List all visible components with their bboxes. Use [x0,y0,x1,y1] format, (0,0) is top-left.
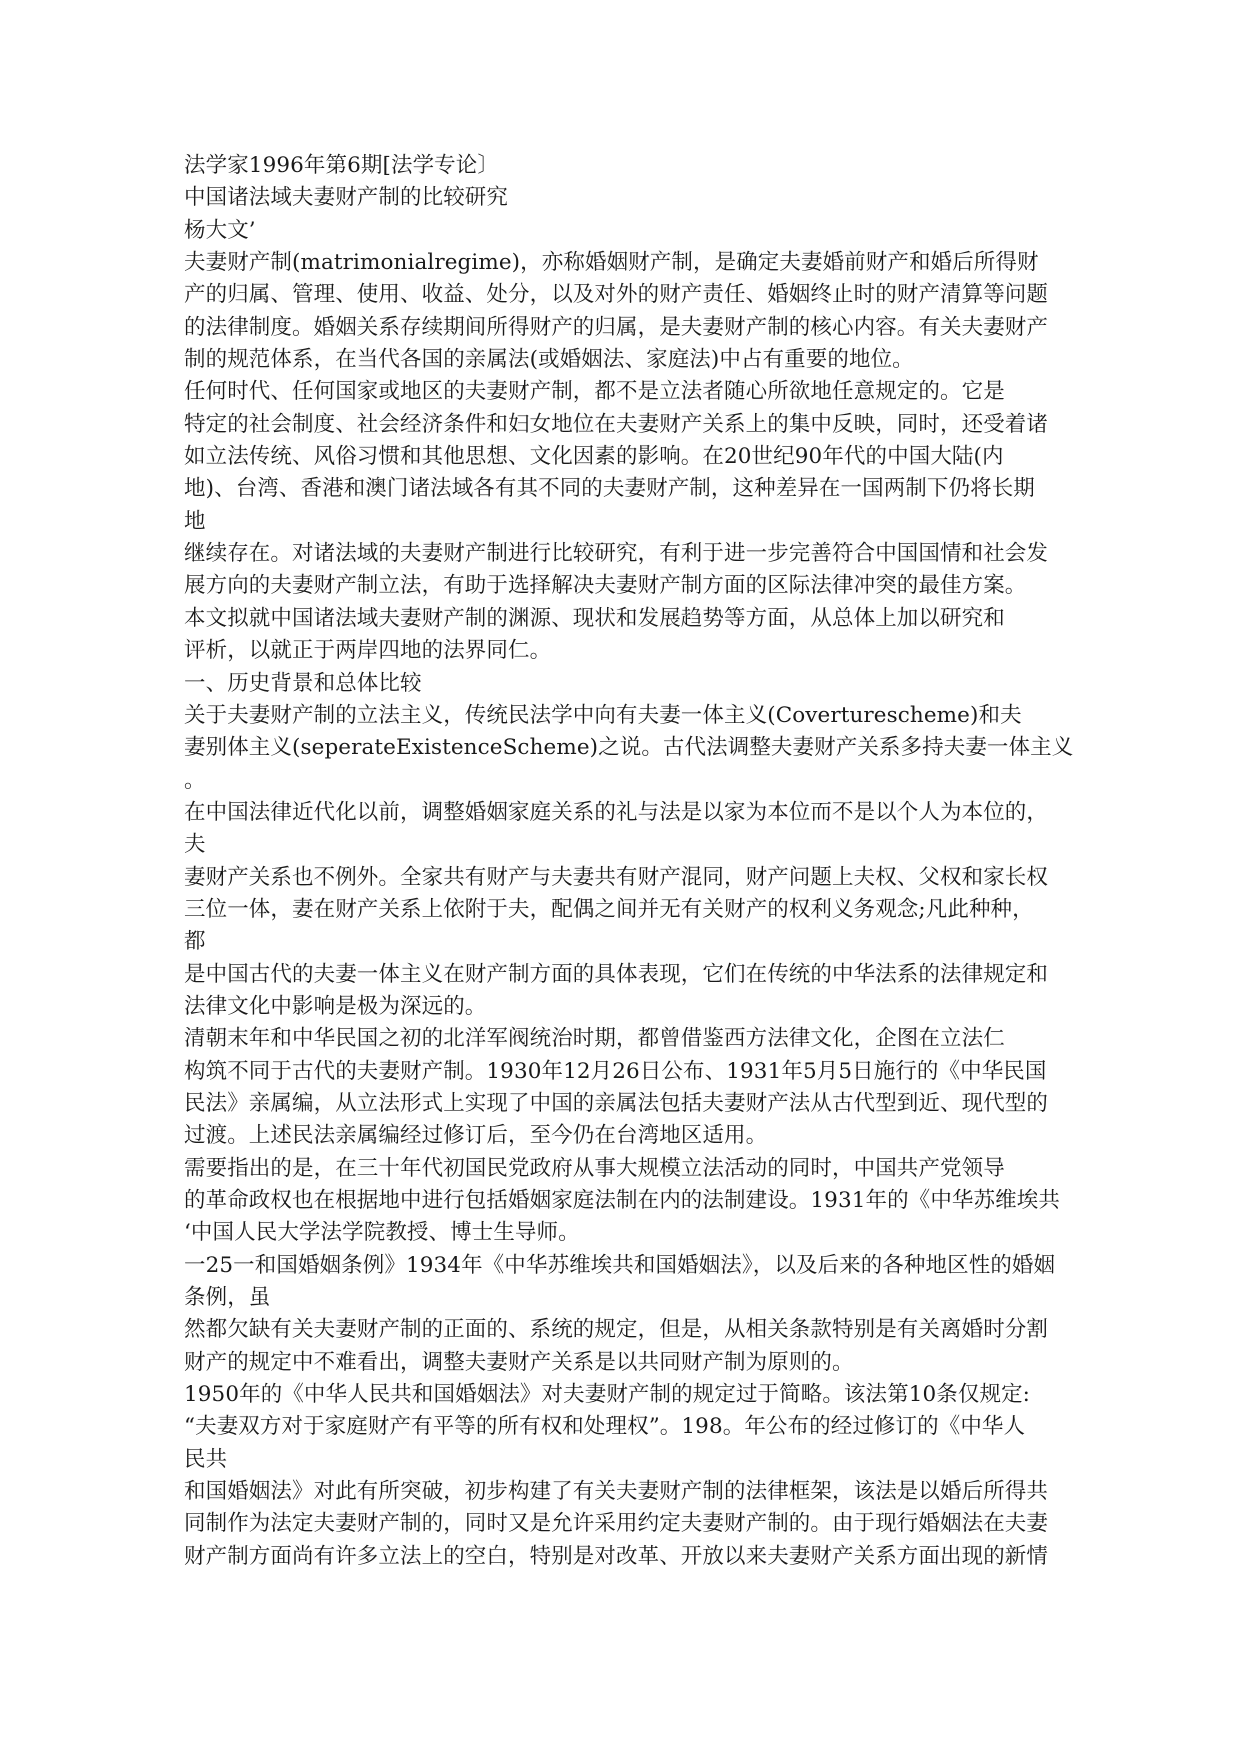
body-line: 1950年的《中华人民共和国婚姻法》对夫妻财产制的规定过于简略。该法第10条仅规定: [184,1382,1031,1408]
body-line: 在中国法律近代化以前，调整婚姻家庭关系的礼与法是以家为本位而不是以个人为本位的， [184,799,1049,825]
body-line: 民法》亲属编，从立法形式上实现了中国的亲属法包括夫妻财产法从古代型到近、现代型的 [184,1090,1049,1116]
body-line: 特定的社会制度、社会经济条件和妇女地位在夫妻财产关系上的集中反映，同时，还受着诸 [184,411,1049,437]
body-line: 同制作为法定夫妻财产制的，同时又是允许采用约定夫妻财产制的。由于现行婚姻法在夫妻 [184,1511,1049,1537]
body-line: 的革命政权也在根据地中进行包括婚姻家庭法制在内的法制建设。1931年的《中华苏维埃共 [184,1188,1060,1213]
body-line: 妻财产关系也不例外。全家共有财产与夫妻共有财产混同，财产问题上夫权、父权和家长权 [184,864,1049,890]
body-line: 制的规范体系，在当代各国的亲属法(或婚姻法、家庭法)中占有重要的地位。 [184,347,914,373]
article-title: 中国诸法域夫妻财产制的比较研究 [184,185,509,211]
body-line: 地)、台湾、香港和澳门诸法域各有其不同的夫妻财产制，这种差异在一国两制下仍将长期 [184,476,1035,502]
body-line: 三位一体，妻在财产关系上依附于夫，配偶之间并无有关财产的权利义务观念;凡此种种， [184,896,1034,922]
body-line: 产的归属、管理、使用、收益、处分，以及对外的财产责任、婚姻终止时的财产清算等问题 [184,282,1049,308]
body-line: 夫妻财产制(matrimonialregime)，亦称婚姻财产制，是确定夫妻婚前财产和婚后所得财 [184,250,1039,276]
body-line: 地 [184,508,206,534]
body-line: 本文拟就中国诸法域夫妻财产制的渊源、现状和发展趋势等方面，从总体上加以研究和 [184,605,1005,631]
body-line: 法律文化中影响是极为深远的。 [184,993,487,1019]
author-name: 杨大文’ [184,217,256,243]
body-line: 一25一和国婚姻条例》1934年《中华苏维埃共和国婚姻法》，以及后来的各种地区性的婚姻 [184,1252,1056,1278]
body-line: 然都欠缺有关夫妻财产制的正面的、系统的规定，但是，从相关条款特别是有关离婚时分割 [184,1317,1049,1343]
body-line: 。 [184,767,206,793]
author-footnote: ‘中国人民大学法学院教授、博士生导师。 [184,1220,580,1246]
body-line: 夫 [184,832,206,858]
body-line: 评析，以就正于两岸四地的法界同仁。 [184,638,552,664]
body-line: 关于夫妻财产制的立法主义，传统民法学中向有夫妻一体主义(Coverturescheme)和夫 [184,702,1022,728]
body-line: 需要指出的是，在三十年代初国民党政府从事大规模立法活动的同时，中国共产党领导 [184,1155,1005,1181]
body-line: 财产制方面尚有许多立法上的空白，特别是对改革、开放以来夫妻财产关系方面出现的新情 [184,1543,1049,1569]
body-line: 过渡。上述民法亲属编经过修订后，至今仍在台湾地区适用。 [184,1123,768,1149]
body-line: 民共 [184,1446,228,1472]
body-line: 清朝末年和中华民国之初的北洋军阀统治时期，都曾借鉴西方法律文化，企图在立法仁 [184,1026,1005,1052]
body-line: 构筑不同于古代的夫妻财产制。1930年12月26日公布、1931年5月5日施行的《中华民国 [184,1058,1047,1084]
body-line: 都 [184,929,206,955]
body-line: “夫妻双方对于家庭财产有平等的所有权和处理权”。198。年公布的经过修订的《中华人 [184,1414,1026,1440]
section-heading: 一、历史背景和总体比较 [184,670,422,696]
body-line: 和国婚姻法》对此有所突破，初步构建了有关夫妻财产制的法律框架，该法是以婚后所得共 [184,1479,1049,1505]
journal-header: 法学家1996年第6期[法学专论〕 [184,153,499,178]
document-page [184,150,1074,1573]
body-line: 条例，虽 [184,1285,271,1311]
body-line: 继续存在。对诸法域的夫妻财产制进行比较研究，有利于进一步完善符合中国国情和社会发 [184,541,1049,567]
body-line: 如立法传统、风俗习惯和其他思想、文化因素的影响。在20世纪90年代的中国大陆(内 [184,444,1004,470]
body-line: 任何时代、任何国家或地区的夫妻财产制，都不是立法者随心所欲地任意规定的。它是 [184,379,1005,405]
body-line: 妻别体主义(seperateExistenceScheme)之说。古代法调整夫妻财产关系多持夫妻一体主义 [184,735,1074,761]
body-line: 的法律制度。婚姻关系存续期间所得财产的归属，是夫妻财产制的核心内容。有关夫妻财产 [184,314,1049,340]
body-line: 财产的规定中不难看出，调整夫妻财产关系是以共同财产制为原则的。 [184,1349,854,1375]
body-line: 是中国古代的夫妻一体主义在财产制方面的具体表现，它们在传统的中华法系的法律规定和 [184,961,1049,987]
body-line: 展方向的夫妻财产制立法，有助于选择解决夫妻财产制方面的区际法律冲突的最佳方案。 [184,573,1027,599]
